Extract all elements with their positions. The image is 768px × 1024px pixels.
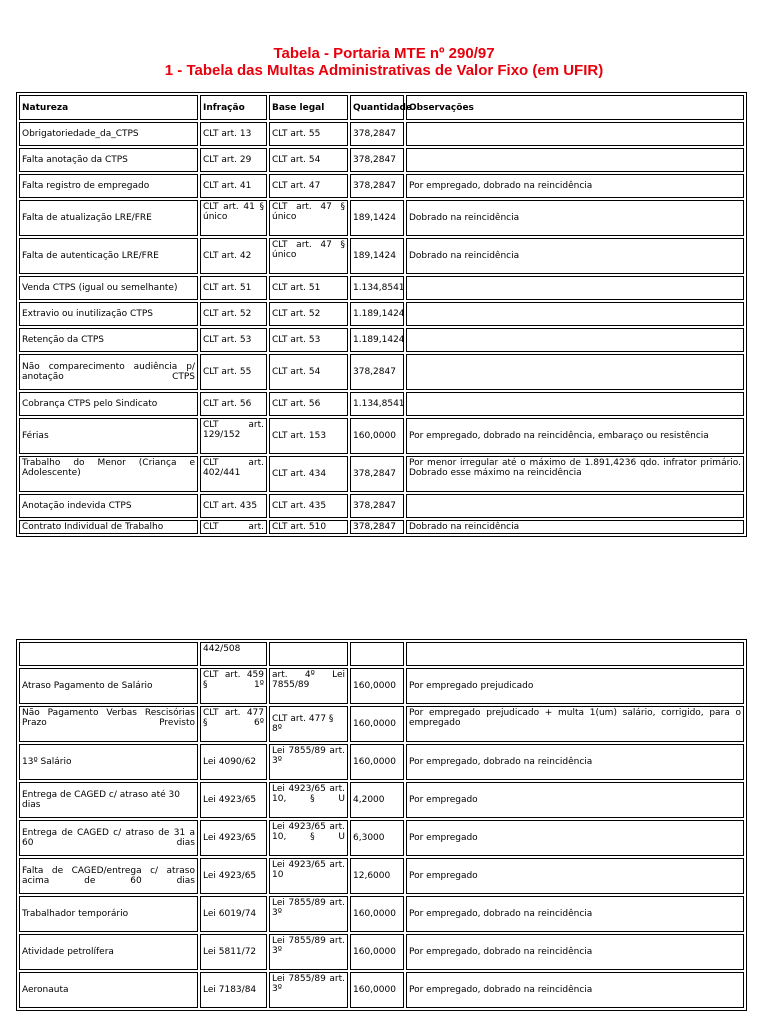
- table-row: [19, 200, 744, 236]
- column-header-infracao: Infração: [200, 95, 267, 120]
- cell-base-legal: CLT art. 47: [269, 174, 348, 198]
- cell-base-legal: Lei 4923/65 art. 10, § U: [269, 782, 348, 818]
- cell-base-legal: CLT art. 477 § 8º: [269, 706, 348, 742]
- cell-natureza: [19, 642, 198, 666]
- cell-infracao: CLT art. 53: [200, 328, 267, 352]
- cell-quantidade: 189,1424: [350, 200, 404, 236]
- cell-quantidade: 160,0000: [350, 972, 404, 1008]
- table-row: [19, 392, 744, 416]
- cell-observacoes: [406, 392, 744, 416]
- cell-observacoes: Por empregado: [406, 858, 744, 894]
- cell-natureza: Falta registro de empregado: [19, 174, 198, 198]
- column-header-base-legal: Base legal: [269, 95, 348, 120]
- table-row: [19, 744, 744, 780]
- cell-natureza: Obrigatoriedade_da_CTPS: [19, 122, 198, 146]
- cell-observacoes: Por empregado, dobrado na reincidência, embaraço ou resistência: [406, 418, 744, 454]
- cell-natureza: Retenção da CTPS: [19, 328, 198, 352]
- cell-infracao: CLT art. 13: [200, 122, 267, 146]
- table-row: [19, 418, 744, 454]
- cell-natureza: Trabalhador temporário: [19, 896, 198, 932]
- cell-base-legal: Lei 4923/65 art. 10: [269, 858, 348, 894]
- cell-quantidade: 160,0000: [350, 668, 404, 704]
- cell-observacoes: [406, 122, 744, 146]
- cell-observacoes: [406, 354, 744, 390]
- cell-observacoes: [406, 494, 744, 518]
- cell-natureza: Entrega de CAGED c/ atraso de 31 a 60 dias: [19, 820, 198, 856]
- cell-base-legal: CLT art. 47 § único: [269, 200, 348, 236]
- cell-infracao: CLT art. 435: [200, 494, 267, 518]
- cell-observacoes: Dobrado na reincidência: [406, 238, 744, 274]
- cell-quantidade: 378,2847: [350, 520, 404, 534]
- table-row: [19, 668, 744, 704]
- cell-infracao: CLT art. 51: [200, 276, 267, 300]
- cell-natureza: Cobrança CTPS pelo Sindicato: [19, 392, 198, 416]
- cell-base-legal: Lei 7855/89 art. 3º: [269, 744, 348, 780]
- cell-infracao: CLT art. 56: [200, 392, 267, 416]
- table-row: [19, 122, 744, 146]
- cell-infracao: CLT art. 402/441: [200, 456, 267, 492]
- cell-infracao: Lei 6019/74: [200, 896, 267, 932]
- cell-base-legal: CLT art. 54: [269, 354, 348, 390]
- cell-infracao: CLT art.: [200, 520, 267, 534]
- cell-observacoes: Por empregado, dobrado na reincidência: [406, 744, 744, 780]
- cell-observacoes: [406, 302, 744, 326]
- cell-base-legal: art. 4º Lei 7855/89: [269, 668, 348, 704]
- cell-observacoes: Por empregado, dobrado na reincidência: [406, 896, 744, 932]
- cell-quantidade: 1.189,1424: [350, 302, 404, 326]
- cell-natureza: Anotação indevida CTPS: [19, 494, 198, 518]
- cell-infracao: CLT art. 41 § único: [200, 200, 267, 236]
- cell-natureza: Falta de atualização LRE/FRE: [19, 200, 198, 236]
- cell-base-legal: CLT art. 52: [269, 302, 348, 326]
- column-header-natureza: Natureza: [19, 95, 198, 120]
- cell-natureza: Venda CTPS (igual ou semelhante): [19, 276, 198, 300]
- cell-observacoes: [406, 276, 744, 300]
- cell-infracao: CLT art. 52: [200, 302, 267, 326]
- cell-infracao: CLT art. 459 § 1º: [200, 668, 267, 704]
- cell-natureza: Falta de CAGED/entrega c/ atraso acima de 60 dias: [19, 858, 198, 894]
- fines-table-part-1: [16, 92, 747, 537]
- cell-natureza: Não comparecimento audiência p/ anotação CTPS: [19, 354, 198, 390]
- cell-observacoes: Por empregado prejudicado + multa 1(um) salário, corrigido, para o empregado: [406, 706, 744, 742]
- table-row: [19, 174, 744, 198]
- cell-observacoes: Por empregado, dobrado na reincidência: [406, 934, 744, 970]
- table-row: [19, 302, 744, 326]
- cell-observacoes: Dobrado na reincidência: [406, 200, 744, 236]
- cell-quantidade: 6,3000: [350, 820, 404, 856]
- cell-infracao: CLT art. 42: [200, 238, 267, 274]
- cell-base-legal: CLT art. 510: [269, 520, 348, 534]
- cell-infracao: Lei 4923/65: [200, 782, 267, 818]
- cell-quantidade: 378,2847: [350, 122, 404, 146]
- table-row: [19, 934, 744, 970]
- cell-infracao: Lei 4923/65: [200, 820, 267, 856]
- cell-base-legal: CLT art. 56: [269, 392, 348, 416]
- cell-quantidade: 1.134,8541: [350, 276, 404, 300]
- cell-quantidade: 1.134,8541: [350, 392, 404, 416]
- cell-quantidade: 4,2000: [350, 782, 404, 818]
- cell-natureza: Férias: [19, 418, 198, 454]
- table-row: [19, 276, 744, 300]
- page-subtitle: 1 - Tabela das Multas Administrativas de Valor Fixo (em UFIR): [164, 62, 604, 79]
- table-row: [19, 642, 744, 666]
- cell-quantidade: 160,0000: [350, 744, 404, 780]
- cell-quantidade: [350, 642, 404, 666]
- column-header-observacoes: Observações: [406, 95, 744, 120]
- cell-natureza: Atraso Pagamento de Salário: [19, 668, 198, 704]
- cell-quantidade: 378,2847: [350, 174, 404, 198]
- cell-quantidade: 160,0000: [350, 418, 404, 454]
- table-row: [19, 456, 744, 492]
- table-row: [19, 896, 744, 932]
- table-row: [19, 494, 744, 518]
- cell-infracao: CLT art. 477 § 6º: [200, 706, 267, 742]
- cell-natureza: Contrato Individual de Trabalho: [19, 520, 198, 534]
- cell-base-legal: Lei 7855/89 art. 3º: [269, 896, 348, 932]
- cell-base-legal: CLT art. 55: [269, 122, 348, 146]
- cell-base-legal: CLT art. 47 § único: [269, 238, 348, 274]
- table-row: [19, 328, 744, 352]
- cell-infracao: CLT art. 129/152: [200, 418, 267, 454]
- table-row: [19, 148, 744, 172]
- cell-infracao: CLT art. 41: [200, 174, 267, 198]
- cell-observacoes: Por menor irregular até o máximo de 1.891,4236 qdo. infrator primário. Dobrado esse máximo na reincidência: [406, 456, 744, 492]
- cell-infracao: 442/508: [200, 642, 267, 666]
- cell-quantidade: 378,2847: [350, 148, 404, 172]
- cell-observacoes: Dobrado na reincidência: [406, 520, 744, 534]
- cell-natureza: Falta de autenticação LRE/FRE: [19, 238, 198, 274]
- cell-quantidade: 160,0000: [350, 934, 404, 970]
- cell-infracao: Lei 4090/62: [200, 744, 267, 780]
- cell-natureza: 13º Salário: [19, 744, 198, 780]
- table-row: [19, 238, 744, 274]
- cell-natureza: Trabalho do Menor (Criança e Adolescente): [19, 456, 198, 492]
- cell-base-legal: Lei 4923/65 art. 10, § U: [269, 820, 348, 856]
- cell-base-legal: CLT art. 434: [269, 456, 348, 492]
- cell-base-legal: CLT art. 153: [269, 418, 348, 454]
- table-row: [19, 706, 744, 742]
- cell-quantidade: 378,2847: [350, 494, 404, 518]
- cell-natureza: Falta anotação da CTPS: [19, 148, 198, 172]
- table-row: [19, 782, 744, 818]
- table-row: [19, 820, 744, 856]
- table-row: [19, 972, 744, 1008]
- cell-base-legal: CLT art. 54: [269, 148, 348, 172]
- cell-quantidade: 12,6000: [350, 858, 404, 894]
- cell-base-legal: CLT art. 435: [269, 494, 348, 518]
- cell-infracao: CLT art. 29: [200, 148, 267, 172]
- cell-natureza: Não Pagamento Verbas Rescisórias Prazo Previsto: [19, 706, 198, 742]
- cell-observacoes: [406, 328, 744, 352]
- cell-base-legal: [269, 642, 348, 666]
- fines-table-part-2: [16, 639, 747, 1011]
- cell-observacoes: Por empregado: [406, 820, 744, 856]
- cell-quantidade: 189,1424: [350, 238, 404, 274]
- cell-observacoes: [406, 642, 744, 666]
- cell-observacoes: [406, 148, 744, 172]
- cell-natureza: Atividade petrolífera: [19, 934, 198, 970]
- cell-quantidade: 378,2847: [350, 456, 404, 492]
- cell-observacoes: Por empregado, dobrado na reincidência: [406, 972, 744, 1008]
- table-header-row: [19, 95, 744, 120]
- cell-infracao: Lei 4923/65: [200, 858, 267, 894]
- cell-quantidade: 160,0000: [350, 896, 404, 932]
- table-row: [19, 858, 744, 894]
- column-header-quantidade: Quantidade: [350, 95, 404, 120]
- cell-base-legal: Lei 7855/89 art. 3º: [269, 972, 348, 1008]
- cell-natureza: Extravio ou inutilização CTPS: [19, 302, 198, 326]
- cell-infracao: Lei 7183/84: [200, 972, 267, 1008]
- cell-observacoes: Por empregado prejudicado: [406, 668, 744, 704]
- cell-infracao: Lei 5811/72: [200, 934, 267, 970]
- cell-observacoes: Por empregado, dobrado na reincidência: [406, 174, 744, 198]
- cell-quantidade: 1.189,1424: [350, 328, 404, 352]
- cell-natureza: Aeronauta: [19, 972, 198, 1008]
- table-row: [19, 520, 744, 534]
- cell-base-legal: CLT art. 51: [269, 276, 348, 300]
- cell-base-legal: Lei 7855/89 art. 3º: [269, 934, 348, 970]
- cell-infracao: CLT art. 55: [200, 354, 267, 390]
- cell-quantidade: 160,0000: [350, 706, 404, 742]
- cell-observacoes: Por empregado: [406, 782, 744, 818]
- cell-natureza: Entrega de CAGED c/ atraso até 30 dias: [19, 782, 198, 818]
- page-title: Tabela - Portaria MTE nº 290/97: [273, 45, 495, 62]
- cell-quantidade: 378,2847: [350, 354, 404, 390]
- cell-base-legal: CLT art. 53: [269, 328, 348, 352]
- table-row: [19, 354, 744, 390]
